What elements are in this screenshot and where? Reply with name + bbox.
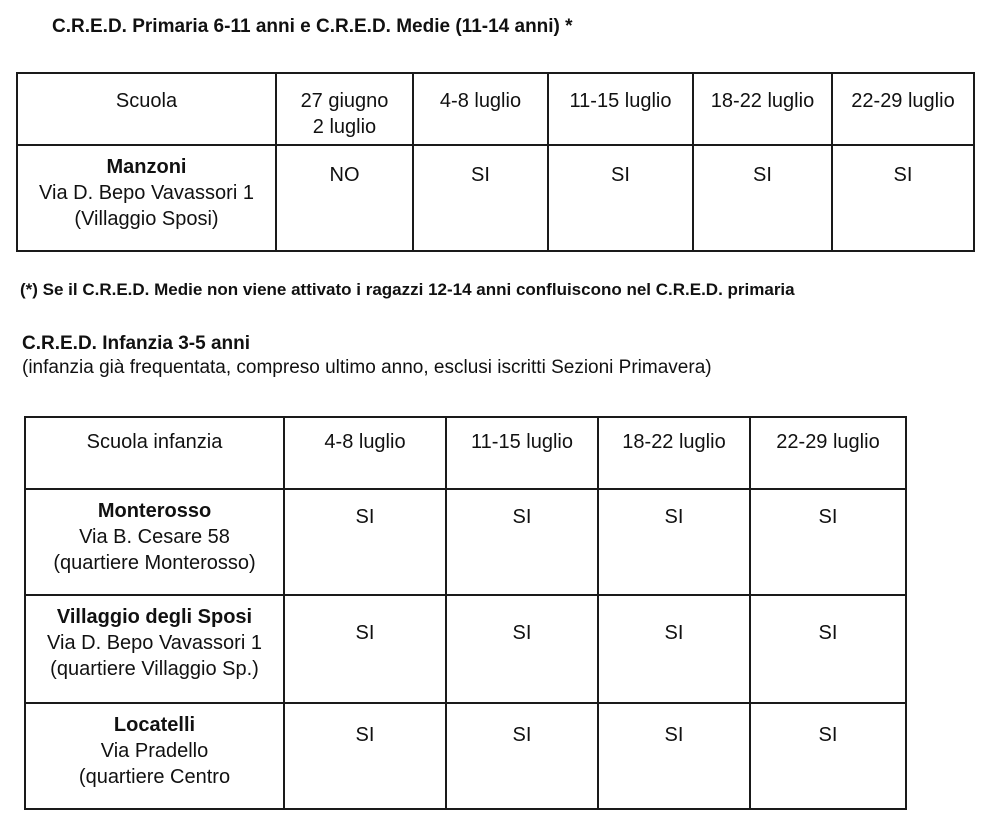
section1-title: C.R.E.D. Primaria 6-11 anni e C.R.E.D. Medie (11-14 anni) * <box>52 16 573 37</box>
value-cell: SI <box>750 489 906 595</box>
value-cell: SI <box>284 595 446 703</box>
header-cell: Scuola infanzia <box>25 417 284 489</box>
header-cell: 11-15 luglio <box>446 417 598 489</box>
school-name: Monterosso <box>97 500 212 522</box>
header-cell: 4-8 luglio <box>413 73 548 145</box>
value-cell: SI <box>598 489 750 595</box>
value-cell: SI <box>598 703 750 809</box>
header-cell: 4-8 luglio <box>284 417 446 489</box>
header-cell: 18-22 luglio <box>598 417 750 489</box>
school-address: Via B. Cesare 58 <box>79 526 230 548</box>
table-header-row <box>17 73 974 145</box>
header-cell: Scuola <box>17 73 276 145</box>
school-area: (quartiere Monterosso) <box>53 552 256 574</box>
school-area: (quartiere Villaggio Sp.) <box>50 658 259 680</box>
school-name: Locatelli <box>113 714 196 736</box>
primaria-table <box>16 72 975 252</box>
school-cell <box>25 703 284 809</box>
school-cell <box>25 595 284 703</box>
school-address: Via D. Bepo Vavassori 1 <box>39 182 254 204</box>
table-row <box>25 489 906 595</box>
value-cell: NO <box>276 145 413 251</box>
header-line: 2 luglio <box>312 116 377 138</box>
school-address: Via Pradello <box>100 740 209 762</box>
header-cell: 22-29 luglio <box>750 417 906 489</box>
section2-subtitle: (infanzia già frequentata, compreso ultimo anno, esclusi iscritti Sezioni Primavera) <box>22 357 712 378</box>
section2-title: C.R.E.D. Infanzia 3-5 anni <box>22 333 251 354</box>
value-cell: SI <box>832 145 974 251</box>
school-cell <box>25 489 284 595</box>
school-cell <box>17 145 276 251</box>
footnote: (*) Se il C.R.E.D. Medie non viene attivato i ragazzi 12-14 anni confluiscono nel C.R.E.D. primaria <box>20 280 795 299</box>
table-row <box>17 145 974 251</box>
school-name: Manzoni <box>106 156 187 178</box>
table-row <box>25 703 906 809</box>
value-cell: SI <box>693 145 832 251</box>
school-area: (quartiere Centro <box>78 766 231 788</box>
school-area: (Villaggio Sposi) <box>74 208 219 230</box>
header-cell: 18-22 luglio <box>693 73 832 145</box>
header-cell: 11-15 luglio <box>548 73 693 145</box>
value-cell: SI <box>750 595 906 703</box>
header-cell: 22-29 luglio <box>832 73 974 145</box>
value-cell: SI <box>750 703 906 809</box>
value-cell: SI <box>446 489 598 595</box>
value-cell: SI <box>548 145 693 251</box>
value-cell: SI <box>598 595 750 703</box>
value-cell: SI <box>284 703 446 809</box>
value-cell: SI <box>413 145 548 251</box>
school-name: Villaggio degli Sposi <box>56 606 253 628</box>
value-cell: SI <box>446 595 598 703</box>
value-cell: SI <box>284 489 446 595</box>
table-row <box>25 595 906 703</box>
value-cell: SI <box>446 703 598 809</box>
infanzia-table <box>24 416 907 810</box>
school-address: Via D. Bepo Vavassori 1 <box>47 632 262 654</box>
header-line: 27 giugno <box>300 90 389 112</box>
table-header-row <box>25 417 906 489</box>
header-cell <box>276 73 413 145</box>
